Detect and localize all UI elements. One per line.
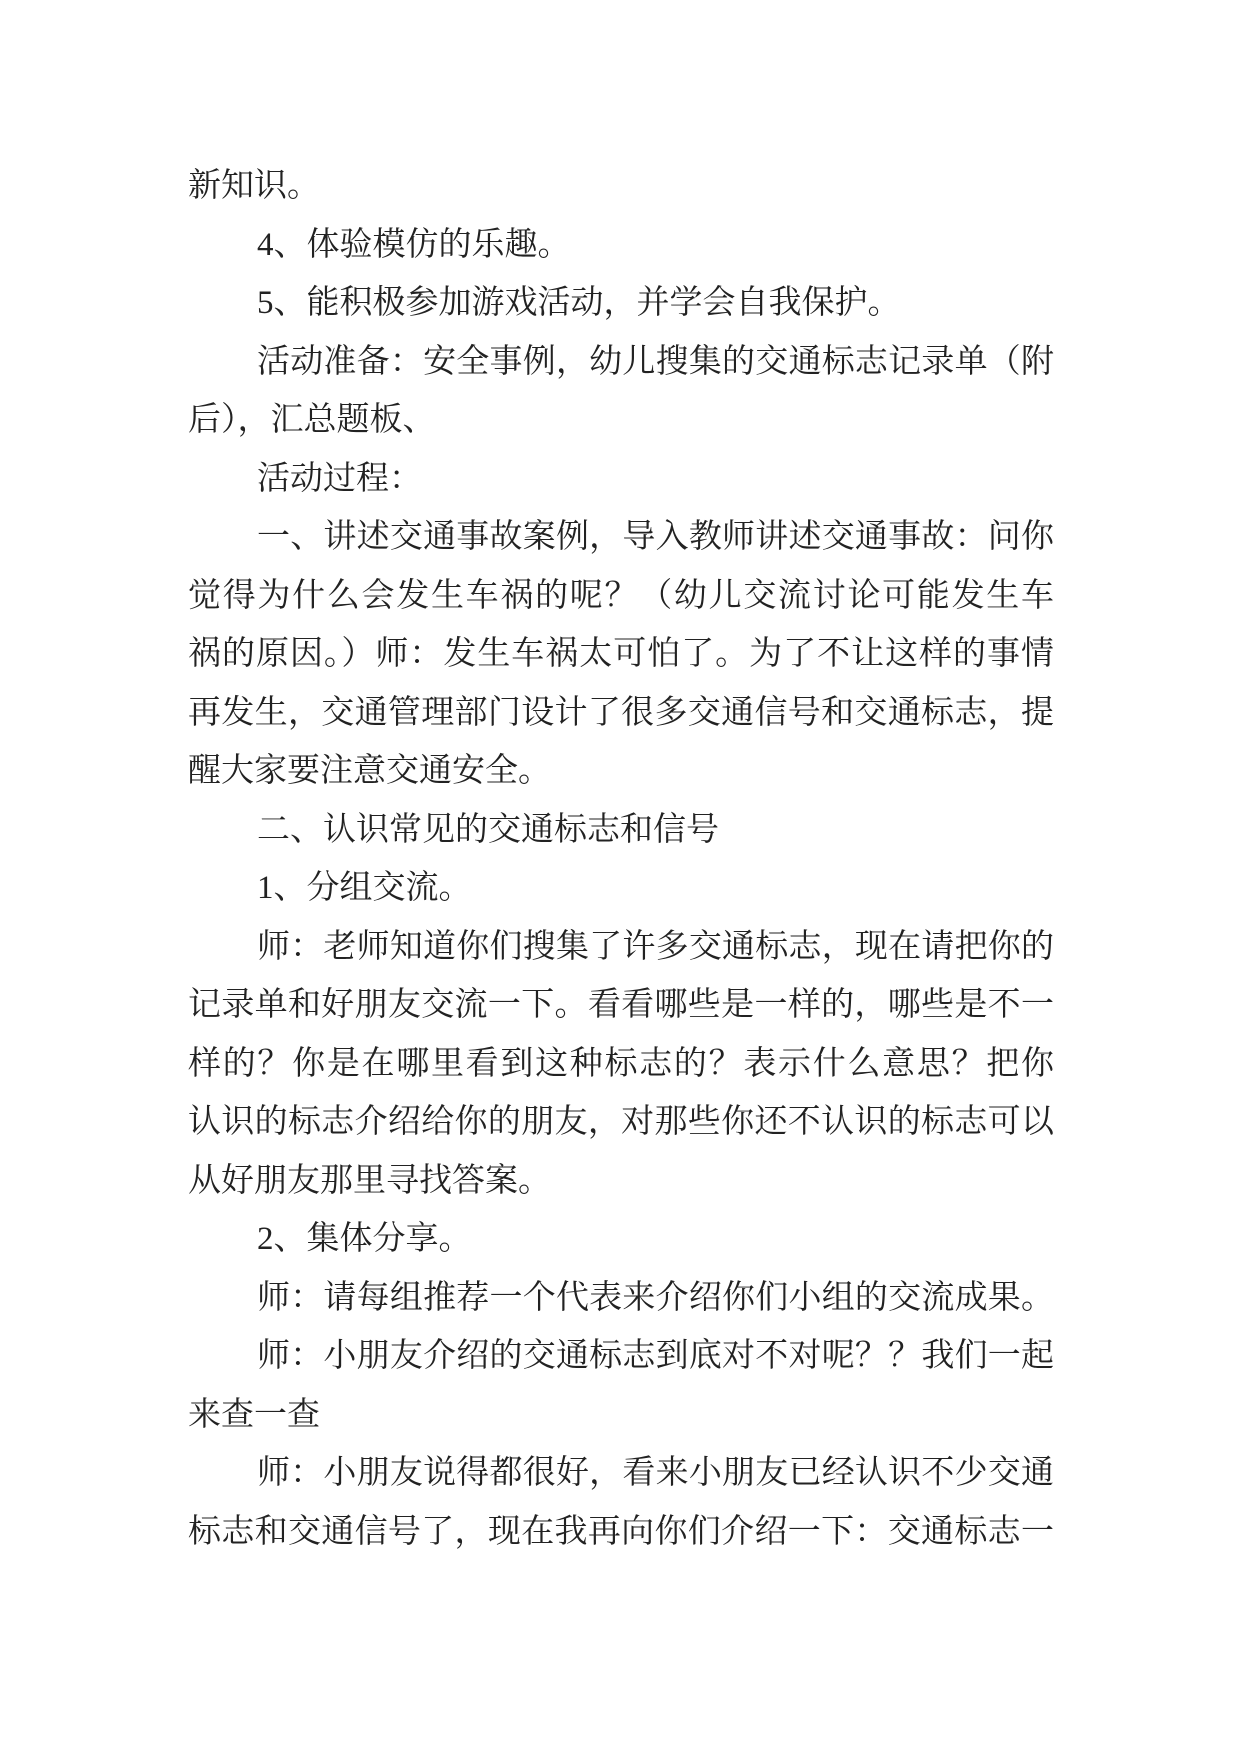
text-line: 一、讲述交通事故案例，导入教师讲述交通事故：问你 xyxy=(257,519,1054,555)
text-line: 记录单和好朋友交流一下。看看哪些是一样的，哪些是不一 xyxy=(188,987,1054,1023)
text-line: 从好朋友那里寻找答案。 xyxy=(188,1162,551,1199)
text-line: 活动准备：安全事例，幼儿搜集的交通标志记录单（附 xyxy=(257,343,1054,380)
text-line: 5、能积极参加游戏活动，并学会自我保护。 xyxy=(257,285,901,321)
text-line: 认识的标志介绍给你的朋友，对那些你还不认识的标志可以 xyxy=(188,1104,1054,1140)
text-line: 二、认识常见的交通标志和信号 xyxy=(257,811,719,848)
text-line: 标志和交通信号了，现在我再向你们介绍一下：交通标志一 xyxy=(188,1513,1054,1550)
text-line: 样的？你是在哪里看到这种标志的？表示什么意思？把你 xyxy=(188,1045,1054,1082)
text-line: 再发生，交通管理部门设计了很多交通信号和交通标志，提 xyxy=(188,694,1054,731)
text-line: 觉得为什么会发生车祸的呢？（幼儿交流讨论可能发生车 xyxy=(188,577,1054,614)
text-line: 祸的原因。）师：发生车祸太可怕了。为了不让这样的事情 xyxy=(188,636,1054,672)
text-line: 来查一查 xyxy=(188,1396,320,1433)
text-line: 师：请每组推荐一个代表来介绍你们小组的交流成果。 xyxy=(257,1279,1054,1316)
text-line: 1、分组交流。 xyxy=(257,870,472,906)
text-line: 师：小朋友说得都很好，看来小朋友已经认识不少交通 xyxy=(257,1455,1054,1491)
text-line: 师：小朋友介绍的交通标志到底对不对呢？？我们一起 xyxy=(257,1338,1054,1374)
text-line: 醒大家要注意交通安全。 xyxy=(188,753,551,789)
document-text-block xyxy=(188,157,1054,1561)
text-line: 后），汇总题板、 xyxy=(188,402,436,438)
text-line: 活动过程： xyxy=(257,460,422,497)
text-line: 师：老师知道你们搜集了许多交通标志，现在请把你的 xyxy=(257,928,1054,965)
text-line: 新知识。 xyxy=(188,168,320,204)
text-line: 2、集体分享。 xyxy=(257,1221,472,1257)
text-line: 4、体验模仿的乐趣。 xyxy=(257,226,571,263)
